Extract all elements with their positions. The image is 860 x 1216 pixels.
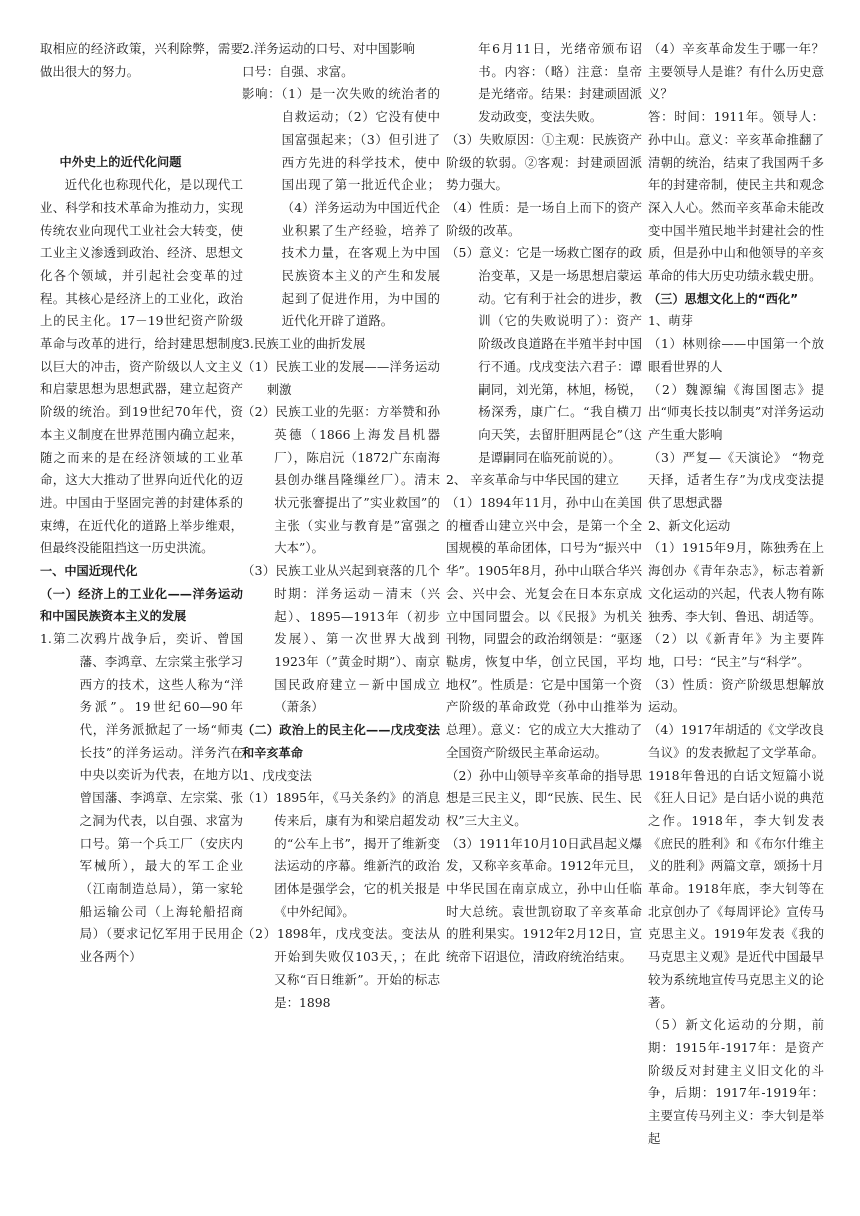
paragraph: （1）1895年，《马关条约》的消息传来后，康有为和梁启超发动的“公车上书”，揭开了维新变法运动的序幕。维新汽的政治团体是强学会，它的机关报是《中外纪闻》。 (242, 790, 440, 919)
paragraph: 影响：（1）是一次失败的统治者的自救运动；（2）它没有使中国富强起来；（3）但引进了西方先进的科学技术，使中国出现了第一批近代企业；（4）洋务运动为中国近代企业积累了生产经验，培养了技术力量，在客观上为中国民族资本主义的产生和发展起到了促进作用，为中国的近代化开辟了道路。 (242, 86, 440, 329)
paragraph: （2）以《新青年》为主要阵地，口号：“民主”与“科学”。 (648, 631, 824, 669)
subsection-heading: （三）思想文化上的“西化” (648, 291, 799, 306)
paragraph: （1）1894年11月，孙中山在美国的檀香山建立兴中会，是第一个全国规模的革命团体，口号为“振兴中华”。1905年8月，孙中山联合华兴会、兴中会、光复会在日本东京成立中国同盟会。以《民报》为机关刊物，同盟会的政治纲领是：“驱逐鞑虏，恢复中华，创立民国，平均地权”。性质是：它是中国第一个资产阶级的革命政党（孙中山推举为总理）。意义：它的成立大大推动了全国资产阶级民主革命运动。 (446, 495, 642, 760)
subsection-heading: （一）经济上的工业化——洋务运动和中国民族资本主义的发展 (40, 586, 243, 624)
paragraph: 2、 辛亥革命与中华民国的建立 (446, 472, 619, 488)
paragraph: 取相应的经济政策，兴利除弊，需要做出很大的努力。 (40, 41, 243, 79)
paragraph: （4）性质：是一场自上而下的资产阶级的改革。 (446, 199, 642, 238)
paragraph: （5）意义：它是一场救亡图存的政治变革，又是一场思想启蒙运动。它有利于社会的进步，教训（它的失败说明了）：资产阶级改良道路在半殖半封中国行不通。戊戌变法六君子：谭嗣同，刘光第，林旭，杨锐，杨深秀，康广仁。“我自横刀向天笑，去留肝胆两昆仑”（这是谭嗣同在临死前说的）。 (446, 245, 642, 465)
column-3 (446, 38, 642, 969)
paragraph: 1.第二次鸦片战争后，奕䜣、曾国藩、李鸿章、左宗棠主张学习西方的技术，这些人称为“洋务派”。19世纪60—90年代，洋务派掀起了一场“师夷长技”的洋务运动。洋务汽在中央以奕䜣为代表，在地方以曾国藩、李鸿章、左宗棠、张之洞为代表，以自强、求富为口号。第一个兵工厂（安庆内军械所），最大的军工企业（江南制造总局），第一家轮船运输公司（上海轮船招商局）（要求记忆军用于民用企业各两个） (40, 631, 243, 965)
paragraph: （1）1915年9月，陈独秀在上海创办《青年杂志》，标志着新文化运动的兴起，代表人物有陈独秀、李大钊、鲁迅、胡适等。 (648, 540, 824, 624)
paragraph: 答：时间：1911年。领导人：孙中山。意义：辛亥革命推翻了清朝的统治，结束了我国两千多年的封建帝制，使民主共和观念深入人心。然而辛亥革命未能改变中国半殖民地半封建社会的性质，但是孙中山和他领导的辛亥革命的伟大历史功绩永载史册。 (648, 109, 824, 284)
paragraph: 2.洋务运动的口号、对中国影响 (242, 41, 415, 56)
paragraph: （2）孙中山领导辛亥革命的指导思想是三民主义，即“民族、民生、民权”三大主义。 (446, 767, 642, 828)
paragraph: 口号：自强、求富。 (242, 63, 354, 79)
paragraph: （3）严复—《天演论》 “物竞天择，适者生存”为戊戌变法提供了思想武器 (648, 449, 824, 511)
paragraph: 2、新文化运动 (648, 517, 731, 533)
paragraph: （3）性质：资产阶级思想解放运动。 (648, 676, 824, 715)
paragraph: （2）1898年，戊戌变法。变法从开始到失败仅103天，；在此又称“百日维新”。开始的标志是：1898 (242, 926, 440, 1010)
section-title: 中外史上的近代化问题 (59, 155, 182, 170)
paragraph: 3.民族工业的曲折发展 (242, 336, 366, 352)
paragraph: （3）失败原因：①主观：民族资产阶级的软弱。②客观：封建顽固派势力强大。 (446, 131, 642, 193)
paragraph: （1）民族工业的发展——洋务运动刺激 (242, 358, 440, 397)
column-2 (242, 38, 440, 1014)
paragraph: 1、戊戌变法 (242, 767, 312, 783)
column-4 (648, 38, 824, 1150)
paragraph: 1、萌芽 (648, 313, 694, 329)
paragraph: （3）1911年10月10日武昌起义爆发，又称辛亥革命。1912年元旦，中华民国在南京成立，孙中山任临时大总统。袁世凯窃取了辛亥革命的胜利果实。1912年2月12日，宣统帝下诏退位，清政府统治结束。 (446, 835, 642, 965)
subsection-heading: （二）政治上的民主化——戊戌变法和辛亥革命 (242, 723, 440, 760)
paragraph: （5）新文化运动的分期，前期：1915年-1917年：是资产阶级反对封建主义旧文化的斗争，后期：1917年-1919年：主要宣传马列主义：李大钊是举起 (648, 1017, 824, 1146)
paragraph: （4）辛亥革命发生于哪一年？主要领导人是谁？有什么历史意义？ (648, 41, 824, 102)
paragraph: （3）民族工业从兴起到衰落的几个时期：洋务运动－清末（兴起）、1895—1913年（初步发展）、第一次世界大战到1923年（”黄金时期”）、南京国民政府建立－新中国成立（萧条） (242, 563, 440, 715)
paragraph: （2）魏源编《海国图志》提出“师夷长技以制夷”对洋务运动产生重大影响 (648, 381, 824, 442)
section-heading: 一、中国近现代化 (40, 564, 138, 579)
paragraph: 年6月11日，光绪帝颁布诏书。内容：（略）注意：皇帝是光绪帝。结果：封建顽固派发动政变，变法失败。 (478, 41, 642, 125)
column-1 (40, 38, 243, 969)
paragraph: （1）林则徐——中国第一个放眼看世界的人 (648, 336, 824, 374)
paragraph: （2）民族工业的先驱：方举赞和孙英德（1866上海发昌机器厂），陈启沅（1872广东南海县创办继昌隆缫丝厂）。清末状元张謇提出了”实业救国”的主张（实业与教育是”富强之大本”）。 (242, 404, 440, 556)
paragraph: 近代化也称现代化，是以现代工业、科学和技术革命为推动力，实现传统农业向现代工业社会大转变，使工业主义渗透到政治、经济、思想文化各个领域，并引起社会变革的过程。其核心是经济上的工业化，政治上的民主化。17－19世纪资产阶级革命与改革的进行，给封建思想制度以巨大的冲击，资产阶级以人文主义和启蒙思想为思想武器，建立起资产阶级的统治。到19世纪70年代，资本主义制度在世界范围内确立起来，随之而来的是在经济领域的工业革命，这大大推动了世界向近代化的迈进。中国由于坚固完善的封建体系的束缚，在近代化的道路上举步维艰，但最终没能阻挡这一历史洪流。 (40, 177, 243, 556)
paragraph: （4）1917年胡适的《文学改良刍议》的发表掀起了文学革命。1918年鲁迅的白话文短篇小说《狂人日记》是白话小说的典范之作。1918年，李大钊发表《庶民的胜利》和《布尔什维主义的胜利》两篇文章，颂扬十月革命。1918年底，李大钊等在北京创办了《每周评论》宣传马克思主义。1919年发表《我的马克思主义观》是近代中国最早较为系统地宣传马克思主义的论著。 (648, 722, 824, 1010)
spacer (40, 83, 243, 151)
